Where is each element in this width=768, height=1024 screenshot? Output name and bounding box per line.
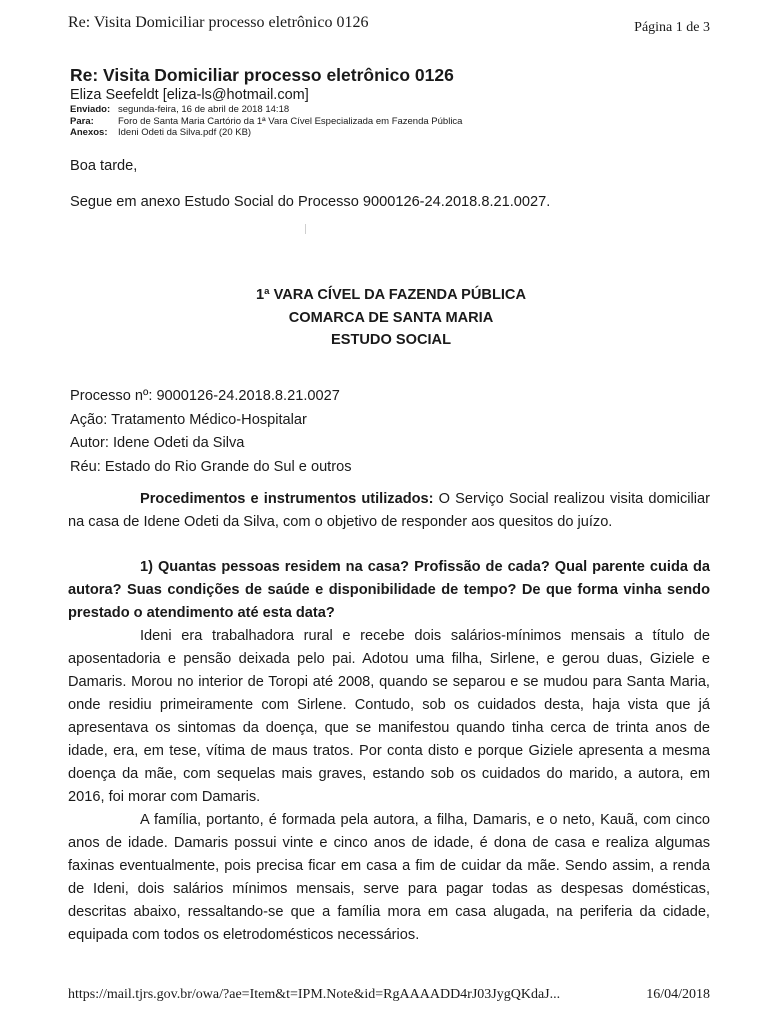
question-1-text: 1) Quantas pessoas residem na casa? Profissão de cada? Qual parente cuida da autora? Suas condições de saúde e disponibilidade de tempo? De que forma vinha sendo prestado o atendimento até esta data? [68,559,710,621]
heading-doc-type: ESTUDO SOCIAL [331,332,451,348]
email-attachments-row [70,127,710,139]
scan-artifact [305,224,306,234]
email-greeting: Boa tarde, [70,158,138,174]
process-number: Processo nº: 9000126-24.2018.8.21.0027 [70,388,340,404]
footer-date: 16/04/2018 [646,987,710,1002]
procedures-paragraph [68,488,710,534]
process-plaintiff: Autor: Idene Odeti da Silva [70,435,245,451]
heading-court: 1ª VARA CÍVEL DA FAZENDA PÚBLICA [256,287,526,303]
question-1 [68,556,710,625]
procedures-title: Procedimentos e instrumentos utilizados: [140,491,434,507]
email-to-value: Foro de Santa Maria Cartório da 1ª Vara Cível Especializada em Fazenda Pública [118,115,463,127]
process-action: Ação: Tratamento Médico-Hospitalar [70,411,307,428]
email-to-label: Para: [70,115,94,127]
email-to-row [70,116,710,128]
email-attachments-label: Anexos: [70,127,108,138]
email-header [70,64,710,139]
print-header-title: Re: Visita Domiciliar processo eletrônico 0126 [68,14,369,31]
email-attachment-link[interactable]: Ideni Odeti da Silva.pdf (20 KB) [118,127,252,138]
print-footer [68,987,710,1007]
email-sent-label: Enviado: [70,104,111,115]
document-content [68,488,710,947]
procedures-text: O Serviço Social realizou visita domiciliar na casa de Idene Odeti da Silva, com o objetivo de responder aos quesitos do juízo. [68,491,710,530]
process-defendant: Réu: Estado do Rio Grande do Sul e outros [70,458,352,475]
footer-url[interactable]: https://mail.tjrs.gov.br/owa/?ae=Item&t=IPM.Note&id=RgAAAADD4rJ03JygQKdaJ... [68,987,561,1002]
email-sender: Eliza Seefeldt [eliza-ls@hotmail.com] [70,87,309,103]
email-intro: Segue em anexo Estudo Social do Processo 9000126-24.2018.8.21.0027. [70,194,551,210]
answer-paragraph-1: Ideni era trabalhadora rural e recebe dois salários-mínimos mensais a título de aposentadoria e pensão deixada pelo pai. Adotou uma filha, Sirlene, e gerou duas, Giziele e Damaris. Morou no interior de Toropi até 2008, quando se separou e se mudou para Santa Maria, onde residiu primeiramente com Sirlene. Contudo, sob os cuidados desta, haja vista que já apresentava os sintomas da doença, que se manifestou quando tinha cerca de trinta anos de idade, era, em tese, vítima de maus tratos. Por conta disto e porque Giziele apresenta a mesma doença da mãe, com sequelas mais graves, estando sob os cuidados do marido, a autora, em 2016, foi morar com Damaris. [68,628,710,805]
print-header [68,14,710,36]
email-sent-row [70,104,710,116]
email-sent-value: segunda-feira, 16 de abril de 2018 14:18 [118,104,290,115]
email-subject: Re: Visita Domiciliar processo eletrônico 0126 [70,65,454,85]
process-info [70,385,712,479]
document-heading [70,284,712,352]
answer-paragraph-2: A família, portanto, é formada pela autora, a filha, Damaris, e o neto, Kauã, com cinco anos de idade. Damaris possui vinte e cinco anos de idade, é dona de casa e realiza algumas faxinas eventualmente, pois precisa ficar em casa a fim de cuidar da mãe. Sendo assim, a renda de Ideni, dois salários mínimos mensais, serve para pagar todas as despesas domésticas, descritas abaixo, ressaltando-se que a família mora em casa alugada, na periferia da cidade, equipada com todos os eletrodomésticos necessários. [68,812,710,943]
heading-district: COMARCA DE SANTA MARIA [288,309,494,326]
page-number: Página 1 de 3 [634,20,710,35]
